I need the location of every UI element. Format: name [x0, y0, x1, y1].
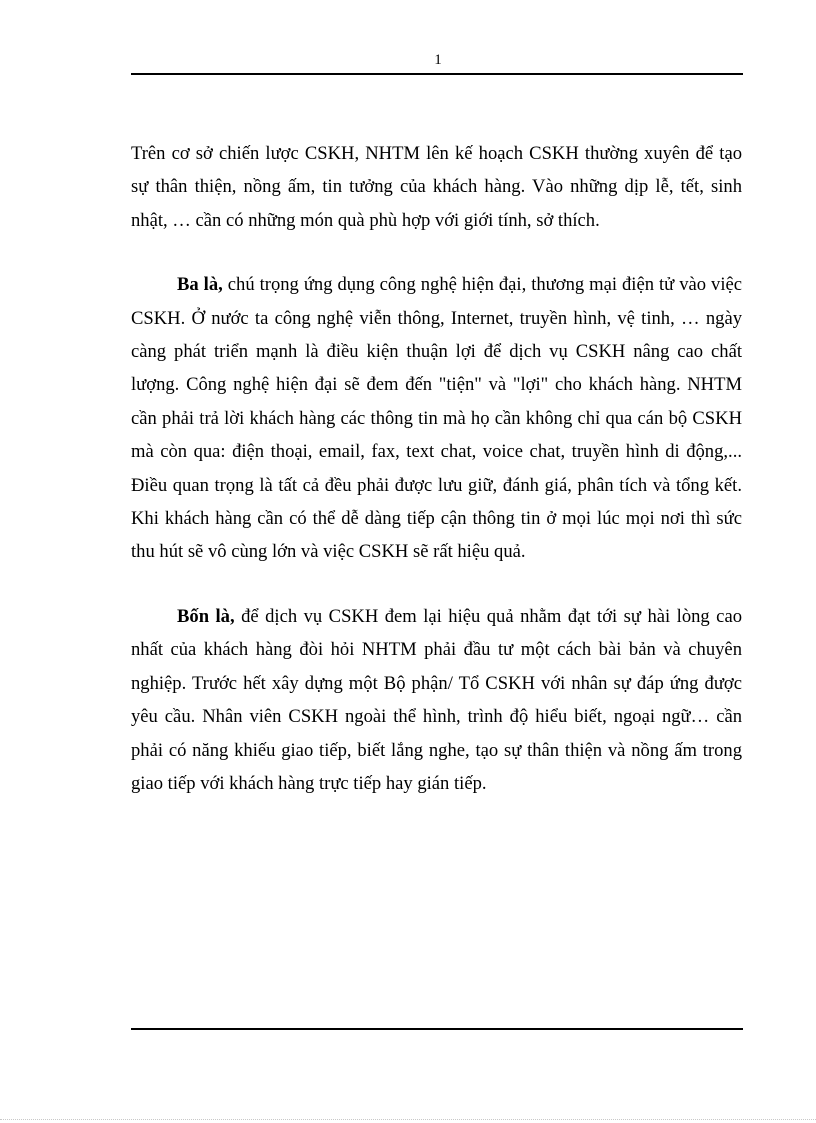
page-number: 1 [434, 52, 442, 68]
footer-rule [131, 1028, 743, 1030]
paragraph-intro [131, 137, 742, 237]
paragraph-text: để dịch vụ CSKH đem lại hiệu quả nhằm đạt tới sự hài lòng cao nhất của khách hàng đòi hỏi NHTM phải đầu tư một cách bài bản và chuyên nghiệp. Trước hết xây dựng một Bộ phận/ Tổ CSKH với nhân sự đáp ứng được yêu cầu. Nhân viên CSKH ngoài thể hình, trình độ hiểu biết, ngoại ngữ… cần phải có năng khiếu giao tiếp, biết lắng nghe, tạo sự thân thiện và nồng ấm trong giao tiếp với khách hàng trực tiếp hay gián tiếp. [131, 605, 742, 794]
document-body [131, 137, 742, 800]
paragraph-text: chú trọng ứng dụng công nghệ hiện đại, thương mại điện tử vào việc CSKH. Ở nước ta công nghệ viễn thông, Internet, truyền hình, vệ tinh, … ngày càng phát triển mạnh là điều kiện thuận lợi để dịch vụ CSKH nâng cao chất lượng. Công nghệ hiện đại sẽ đem đến "tiện" và "lợi" cho khách hàng. NHTM cần phải trả lời khách hàng các thông tin mà họ cần không chỉ qua cán bộ CSKH mà còn qua: điện thoại, email, fax, text chat, voice chat, truyền hình di động,... Điều quan trọng là tất cả đều phải được lưu giữ, đánh giá, phân tích và tổng kết. Khi khách hàng cần có thể dễ dàng tiếp cận thông tin ở mọi lúc mọi nơi thì sức thu hút sẽ vô cùng lớn và việc CSKH sẽ rất hiệu quả. [131, 274, 742, 563]
paragraph-text: Trên cơ sở chiến lược CSKH, NHTM lên kế hoạch CSKH thường xuyên để tạo sự thân thiện, nồng ấm, tin tưởng của khách hàng. Vào những dịp lễ, tết, sinh nhật, … cần có những món quà phù hợp với giới tính, sở thích. [131, 143, 742, 231]
paragraph-lead: Bốn là, [177, 605, 235, 627]
paragraph-lead: Ba là, [177, 274, 223, 296]
paragraph-ba-la [131, 268, 742, 569]
paragraph-bon-la [131, 600, 742, 800]
page-edge-divider [0, 1119, 816, 1120]
header-rule [131, 73, 743, 75]
